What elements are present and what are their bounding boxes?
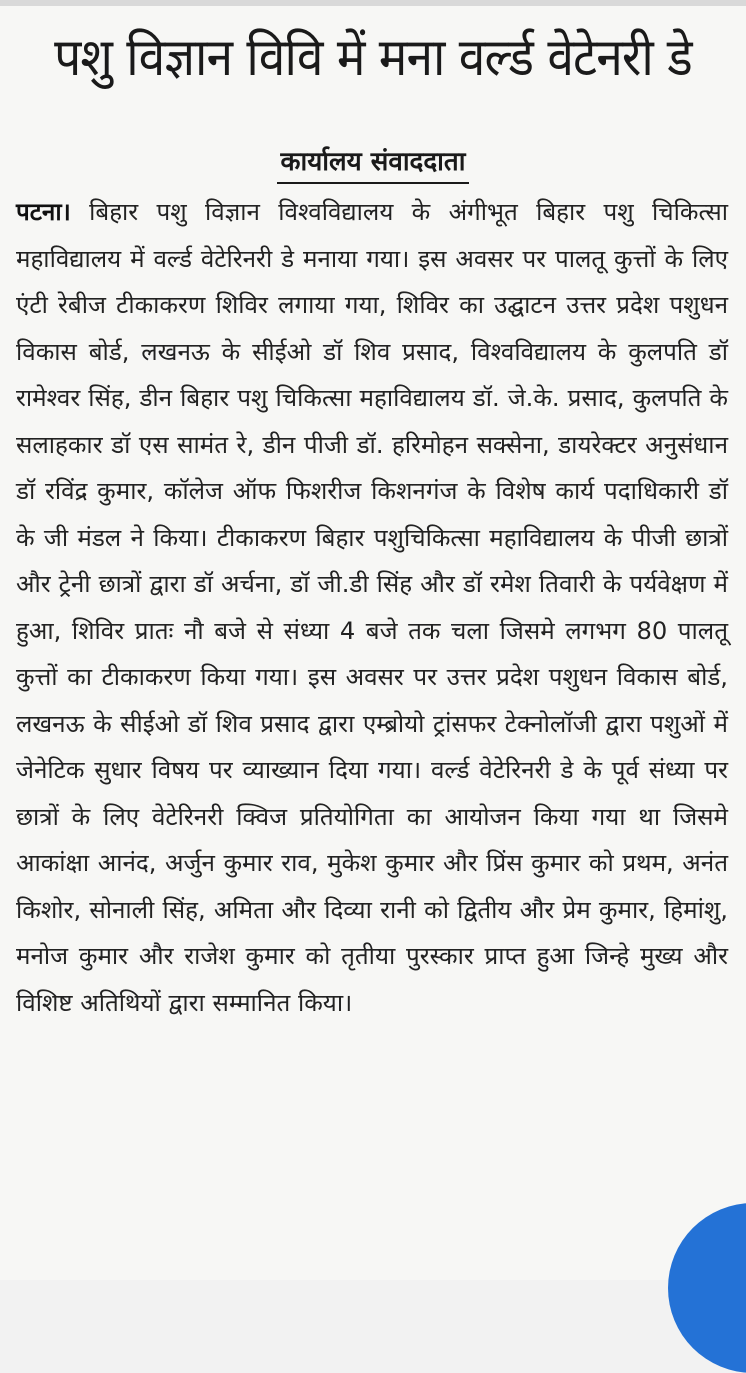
byline-container (0, 142, 746, 184)
article-dateline: पटना। (16, 198, 71, 226)
article-headline: पशु विज्ञान विवि में मना वर्ल्ड वेटेनरी डे (54, 28, 692, 88)
article-byline: कार्यालय संवाददाता (277, 142, 470, 184)
article-body-text: बिहार पशु विज्ञान विश्वविद्यालय के अंगीभूत बिहार पशु चिकित्सा महाविद्यालय में वर्ल्ड वेटेरिनरी डे मनाया गया। इस अवसर पर पालतू कुत्तों के लिए एंटी रेबीज टीकाकरण शिविर लगाया गया, शिविर का उद्घाटन उत्तर प्रदेश पशुधन विकास बोर्ड, लखनऊ के सीईओ डॉ शिव प्रसाद, विश्वविद्यालय के कुलपति डॉ रामेश्वर सिंह, डीन बिहार पशु चिकित्सा महाविद्यालय डॉ. जे.के. प्रसाद, कुलपति के सलाहकार डॉ एस सामंत रे, डीन पीजी डॉ. हरिमोहन सक्सेना, डायरेक्टर अनुसंधान डॉ रविंद्र कुमार, कॉलेज ऑफ फिशरीज किशनगंज के विशेष कार्य पदाधिकारी डॉ के जी मंडल ने किया। टीकाकरण बिहार पशुचिकित्सा महाविद्यालय के पीजी छात्रों और ट्रेनी छात्रों द्वारा डॉ अर्चना, डॉ जी.डी सिंह और डॉ रमेश तिवारी के पर्यवेक्षण में हुआ, शिविर प्रातः नौ बजे से संध्या 4 बजे तक चला जिसमे लगभग 80 पालतू कुत्तों का टीकाकरण किया गया। इस अवसर पर उत्तर प्रदेश पशुधन विकास बोर्ड, लखनऊ के सीईओ डॉ शिव प्रसाद द्वारा एम्ब्रोयो ट्रांसफर टेक्नोलॉजी द्वारा पशुओं में जेनेटिक सुधार विषय पर व्याख्यान दिया गया। वर्ल्ड वेटेरिनरी डे के पूर्व संध्या पर छात्रों के लिए वेटेरिनरी क्विज प्रतियोगिता का आयोजन किया गया था जिसमे आकांक्षा आनंद, अर्जुन कुमार राव, मुकेश कुमार और प्रिंस कुमार को प्रथम, अनंत किशोर, सोनाली सिंह, अमिता और दिव्या रानी को द्वितीय और प्रेम कुमार, हिमांशु, मनोज कुमार और राजेश कुमार को तृतीया पुरस्कार प्राप्त हुआ जिन्हे मुख्य और विशिष्ट अतिथियों द्वारा सम्मानित किया। (16, 198, 728, 1017)
article-body (16, 189, 728, 1026)
